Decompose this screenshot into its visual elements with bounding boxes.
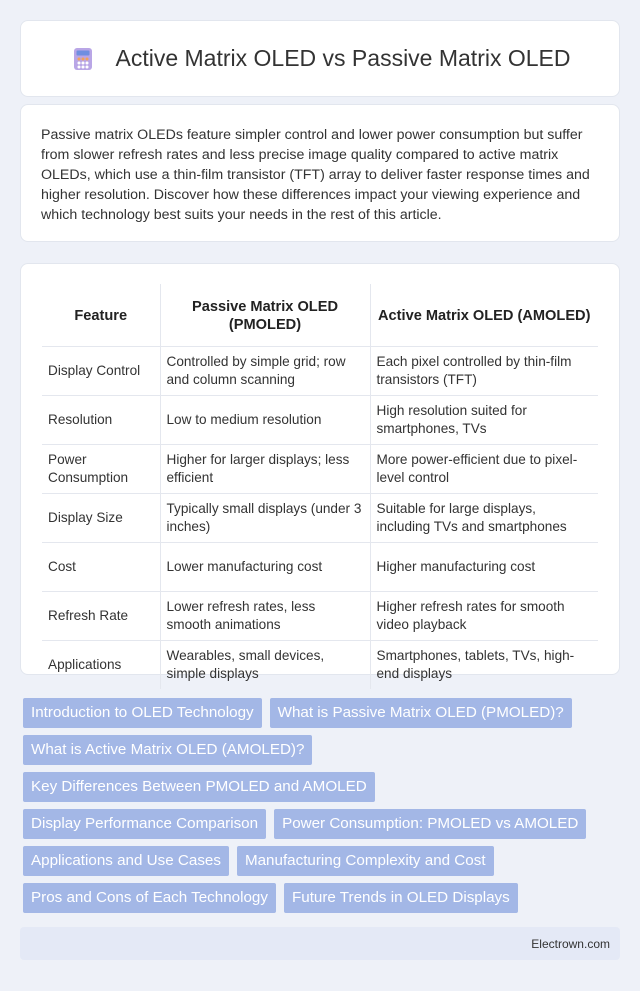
column-header: Feature xyxy=(42,284,160,346)
table-row xyxy=(42,591,598,640)
table-row xyxy=(42,493,598,542)
tag-row xyxy=(23,735,623,765)
table-cell: Power Consumption xyxy=(42,444,160,493)
topic-tag-link[interactable]: Key Differences Between PMOLED and AMOLED xyxy=(23,772,375,802)
table-row xyxy=(42,346,598,395)
comparison-table-card xyxy=(20,263,620,681)
tag-row xyxy=(23,846,623,876)
table-cell: Low to medium resolution xyxy=(160,395,370,444)
topic-tag-link[interactable]: Future Trends in OLED Displays xyxy=(284,883,518,913)
table-cell: Lower manufacturing cost xyxy=(160,542,370,591)
calculator-icon xyxy=(70,46,96,72)
table-cell: Each pixel controlled by thin-film transistors (TFT) xyxy=(370,346,598,395)
table-cell: Higher manufacturing cost xyxy=(370,542,598,591)
topic-tag-link[interactable]: Applications and Use Cases xyxy=(23,846,229,876)
table-cell: Display Size xyxy=(42,493,160,542)
topic-tag-link[interactable]: Manufacturing Complexity and Cost xyxy=(237,846,494,876)
footer-brand[interactable]: Electrown.com xyxy=(531,936,610,951)
table-cell: Higher refresh rates for smooth video playback xyxy=(370,591,598,640)
topic-tag-link[interactable]: Power Consumption: PMOLED vs AMOLED xyxy=(274,809,586,839)
topic-tag-link[interactable]: Pros and Cons of Each Technology xyxy=(23,883,276,913)
table-cell: Wearables, small devices, simple displays xyxy=(160,640,370,689)
column-header: Passive Matrix OLED (PMOLED) xyxy=(160,284,370,346)
table-cell: Resolution xyxy=(42,395,160,444)
table-cell: More power-efficient due to pixel-level control xyxy=(370,444,598,493)
topic-tags xyxy=(23,698,623,920)
title-card xyxy=(20,20,620,97)
table-cell: Applications xyxy=(48,656,122,672)
topic-tag-link[interactable]: Introduction to OLED Technology xyxy=(23,698,262,728)
table-cell: High resolution suited for smartphones, TVs xyxy=(370,395,598,444)
table-cell: Display Control xyxy=(42,346,160,395)
tag-row xyxy=(23,698,623,728)
topic-tag-link[interactable]: Display Performance Comparison xyxy=(23,809,266,839)
column-header: Active Matrix OLED (AMOLED) xyxy=(370,284,598,346)
table-header-row xyxy=(42,284,598,346)
page-title xyxy=(70,45,571,72)
page-title-text: Active Matrix OLED vs Passive Matrix OLED xyxy=(115,45,571,71)
table-cell: Lower refresh rates, less smooth animations xyxy=(160,591,370,640)
footer xyxy=(20,927,620,960)
table-cell: Cost xyxy=(42,542,160,591)
tag-row xyxy=(23,772,623,802)
intro-text: Passive matrix OLEDs feature simpler control and lower power consumption but suffer from slower refresh rates and less precise image quality compared to active matrix OLEDs, which use a thin-film transistor (TFT) array to deliver faster response times and higher resolution. Discover how these differences impact your viewing experience and which technology best suits your needs in the rest of this article. xyxy=(41,127,590,223)
table-row xyxy=(42,444,598,493)
table-cell: Typically small displays (under 3 inches) xyxy=(160,493,370,542)
table-row xyxy=(42,542,598,591)
table-row xyxy=(42,640,598,689)
table-cell: Higher for larger displays; less efficient xyxy=(160,444,370,493)
tag-row xyxy=(23,883,623,913)
topic-tag-link[interactable]: What is Active Matrix OLED (AMOLED)? xyxy=(23,735,312,765)
tag-row xyxy=(23,809,623,839)
table-cell: Controlled by simple grid; row and column scanning xyxy=(160,346,370,395)
table-cell: Smartphones, tablets, TVs, high-end displays xyxy=(370,640,598,689)
comparison-table xyxy=(42,284,598,689)
table-cell: Suitable for large displays, including TVs and smartphones xyxy=(370,493,598,542)
topic-tag-link[interactable]: What is Passive Matrix OLED (PMOLED)? xyxy=(270,698,572,728)
intro-card xyxy=(20,104,620,242)
table-cell: Refresh Rate xyxy=(42,591,160,640)
table-row xyxy=(42,395,598,444)
